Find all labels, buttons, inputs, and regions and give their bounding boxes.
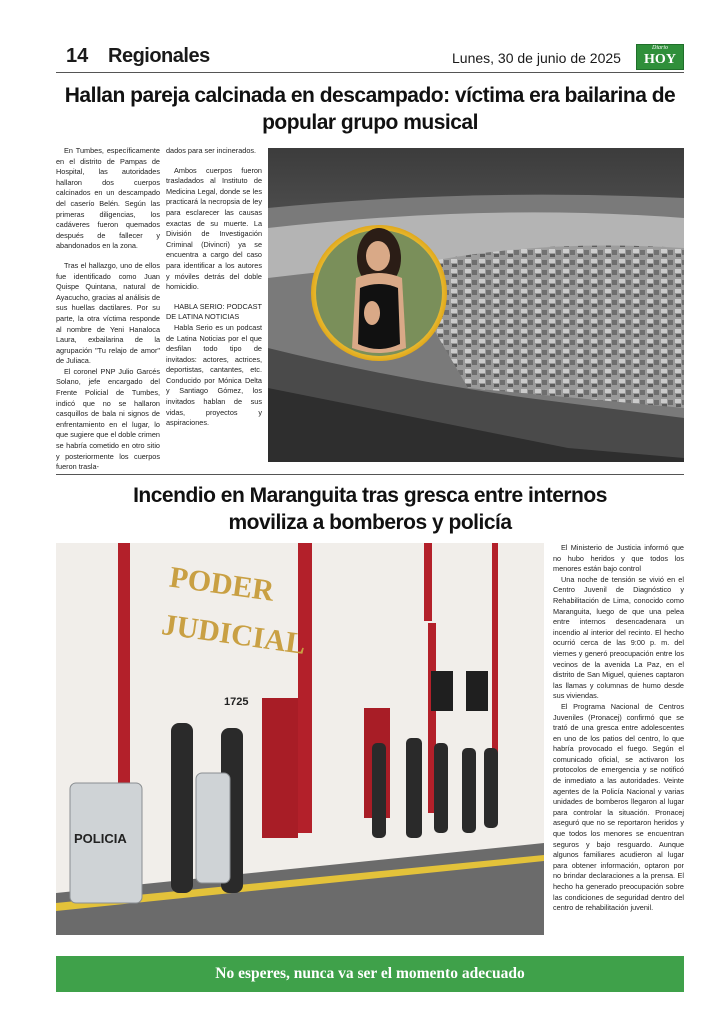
sign-judicial: JUDICIAL: [159, 608, 308, 661]
issue-date: Lunes, 30 de junio de 2025: [452, 50, 621, 66]
poder-judicial-photo: [56, 543, 544, 935]
article2-lead: El Ministerio de Justicia informó que no hubo heridos y que todos los menores están bajo control: [553, 543, 684, 574]
article1-paragraph: Tras el hallazgo, uno de ellos fue identificado como Juan Quispe Quintana, natural de Ayacucho, gracias al análisis de sus huellas dactilares. Por su parte, la otra víctima responde al nombre de Yeni Hanaloca Laura, exbailarina de la agrupación "Tu relajo de amor" de Juliaca.: [56, 260, 160, 366]
article1-headline-line2: popular grupo musical: [262, 111, 478, 134]
article1-paragraph: Habla Serio es un podcast de Latina Noticias por el que desfilan todo tipo de invitados: actores, actrices, deportistas, cantantes, etc. Conducido por Mónica Delta y Santiago Gómez, los invitados hablan de sus vidas, proyectos y aspiraciones.: [166, 322, 262, 428]
article1-column-2: [166, 146, 262, 429]
header-rule: [56, 72, 684, 73]
article2-headline-line2: moviliza a bomberos y policía: [228, 511, 512, 534]
sign-poder: PODER: [167, 560, 277, 608]
article1-headline-line1: Hallan pareja calcinada en descampado: víctima era bailarina de: [64, 84, 676, 107]
article1-paragraph: dados para ser incinerados.: [166, 146, 257, 155]
article1-headline: [56, 82, 684, 136]
article1-paragraph: El coronel PNP Julio Garcés Solano, jefe encargado del Frente Policial de Tumbes, indicó que no se hallaron casquillos de bala ni signos de enfrentamiento en el lugar, lo que sugiere que el doble crimen se habría cometido en otro sitio y posteriormente los cuerpos fueron trasla-: [56, 366, 160, 472]
article-divider: [56, 474, 684, 475]
page-number: 14: [66, 45, 89, 67]
newspaper-logo: [636, 44, 684, 70]
footer-banner: [56, 956, 684, 992]
shield-label: POLICIA: [74, 831, 127, 846]
article1-subheading: HABLA SERIO: PODCAST DE LATINA NOTICIAS: [166, 301, 262, 322]
article2-paragraph: Una noche de tensión se vivió en el Centro Juvenil de Diagnóstico y Rehabilitación de Lima, conocido como Maranguita, luego de que una pelea entre internos desencadenara un incendio al interior del recinto. El hecho ocurrió cerca de las 9:00 p. m. del viernes y generó preocupación entre los vecinos de la avenida La Paz, en el distrito de San Miguel, quienes captaron las llamas y columnas de humo desde sus viviendas.: [553, 574, 684, 701]
footer-banner-text: No esperes, nunca va ser el momento adecuado: [215, 965, 525, 982]
section-title: Regionales: [108, 45, 210, 67]
logo-big-text: HOY: [644, 52, 676, 67]
article2-headline-line1: Incendio en Maranguita tras gresca entre internos: [133, 484, 607, 507]
article2-headline: [56, 482, 684, 536]
article1-column-1: [56, 146, 160, 473]
article2-paragraph: El Programa Nacional de Centros Juveniles (Pronacej) confirmó que se trató de una gresca entre adolescentes en uno de los patios del centro, lo que habría provocado el fuego. Según el comunicado oficial, se activaron los protocolos de emergencia y se notificó de inmediato a las autoridades. Veinte agentes de la Policía Nacional y varias unidades de bomberos llegaron al lugar para controlar la situación. Pronacej aseguró que no se reportaron heridos y que todos los menores se encuentran seguros y bajo resguardo. Aunque algunos familiares acudieron al lugar para obtener información, optaron por no brindar declaraciones a la prensa. El hecho ha generado preocupación sobre las condiciones de seguridad dentro del centro de rehabilitación juvenil.: [553, 701, 684, 913]
article1-paragraph: En Tumbes, específicamente en el distrito de Pampas de Hospital, las autoridades hallaron dos cuerpos calcinados en un descampado del caserío Belén. Según las primeras diligencias, los cadáveres fueron quemados después de fallecer y abandonados en la zona.: [56, 146, 160, 251]
aerial-town-illustration: [268, 148, 684, 462]
house-number: 1725: [224, 696, 249, 708]
poder-judicial-illustration: [56, 543, 544, 935]
aerial-town-photo: [268, 148, 684, 462]
article2-column: [553, 543, 684, 914]
article1-paragraph: Ambos cuerpos fueron trasladados al Instituto de Medicina Legal, donde se les practicará la necropsia de ley para esclarecer las causas exactas de su muerte. La División de Investigación Criminal (Divincri) ya se encuentra a cargo del caso para identificar a los autores y móviles detrás del doble homicidio.: [166, 165, 262, 292]
logo-small-text: Diario: [651, 45, 668, 51]
